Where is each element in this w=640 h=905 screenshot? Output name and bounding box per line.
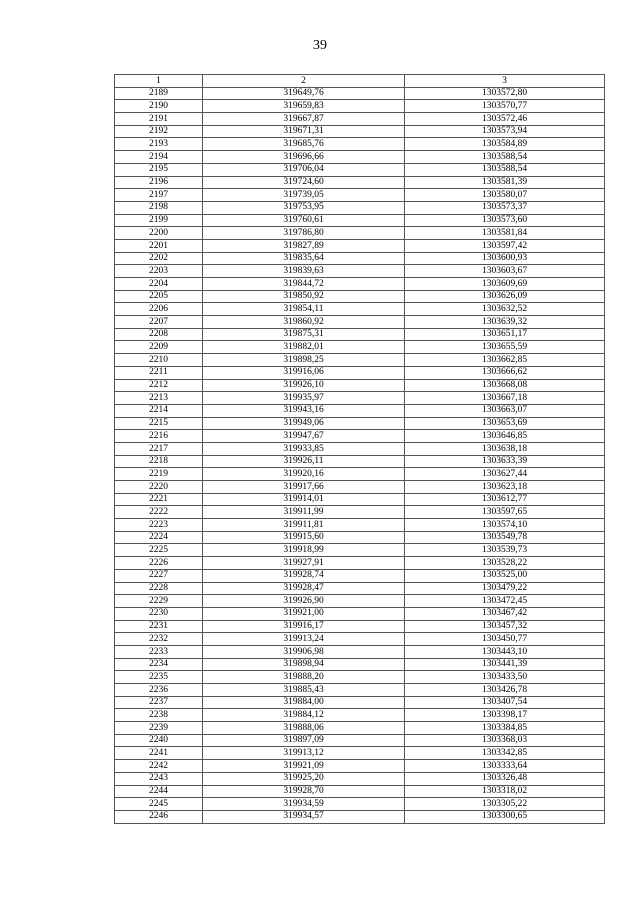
point-number-cell: 2189 xyxy=(115,87,203,100)
x-coordinate-cell: 319926,11 xyxy=(203,455,405,468)
table-row xyxy=(115,151,605,164)
y-coordinate-cell: 1303653,69 xyxy=(405,417,605,430)
point-number-cell: 2237 xyxy=(115,696,203,709)
x-coordinate-cell: 319884,00 xyxy=(203,696,405,709)
table-row xyxy=(115,239,605,252)
x-coordinate-cell: 319928,70 xyxy=(203,785,405,798)
x-coordinate-cell: 319888,06 xyxy=(203,722,405,735)
point-number-cell: 2213 xyxy=(115,392,203,405)
point-number-cell: 2227 xyxy=(115,569,203,582)
x-coordinate-cell: 319926,90 xyxy=(203,595,405,608)
point-number-cell: 2203 xyxy=(115,265,203,278)
table-row xyxy=(115,252,605,265)
table-row xyxy=(115,772,605,785)
x-coordinate-cell: 319659,83 xyxy=(203,100,405,113)
point-number-cell: 2205 xyxy=(115,290,203,303)
y-coordinate-cell: 1303457,32 xyxy=(405,620,605,633)
point-number-cell: 2225 xyxy=(115,544,203,557)
table-row xyxy=(115,455,605,468)
point-number-cell: 2224 xyxy=(115,531,203,544)
table-header-row xyxy=(115,75,605,88)
x-coordinate-cell: 319949,06 xyxy=(203,417,405,430)
point-number-cell: 2246 xyxy=(115,810,203,823)
y-coordinate-cell: 1303623,18 xyxy=(405,481,605,494)
x-coordinate-cell: 319921,09 xyxy=(203,760,405,773)
table-row xyxy=(115,113,605,126)
y-coordinate-cell: 1303609,69 xyxy=(405,278,605,291)
x-coordinate-cell: 319928,74 xyxy=(203,569,405,582)
y-coordinate-cell: 1303441,39 xyxy=(405,658,605,671)
y-coordinate-cell: 1303326,48 xyxy=(405,772,605,785)
column-header-3: 3 xyxy=(405,75,605,88)
x-coordinate-cell: 319915,60 xyxy=(203,531,405,544)
x-coordinate-cell: 319947,67 xyxy=(203,430,405,443)
table-row xyxy=(115,671,605,684)
point-number-cell: 2219 xyxy=(115,468,203,481)
table-row xyxy=(115,354,605,367)
y-coordinate-cell: 1303574,10 xyxy=(405,519,605,532)
point-number-cell: 2202 xyxy=(115,252,203,265)
y-coordinate-cell: 1303597,42 xyxy=(405,239,605,252)
y-coordinate-cell: 1303549,78 xyxy=(405,531,605,544)
table-body xyxy=(115,87,605,823)
table-row xyxy=(115,366,605,379)
table-row xyxy=(115,442,605,455)
table-row xyxy=(115,620,605,633)
y-coordinate-cell: 1303612,77 xyxy=(405,493,605,506)
y-coordinate-cell: 1303655,59 xyxy=(405,341,605,354)
y-coordinate-cell: 1303646,85 xyxy=(405,430,605,443)
x-coordinate-cell: 319844,72 xyxy=(203,278,405,291)
table-row xyxy=(115,468,605,481)
x-coordinate-cell: 319911,81 xyxy=(203,519,405,532)
table-row xyxy=(115,760,605,773)
y-coordinate-cell: 1303398,17 xyxy=(405,709,605,722)
table-row xyxy=(115,709,605,722)
table-row xyxy=(115,544,605,557)
x-coordinate-cell: 319875,31 xyxy=(203,328,405,341)
point-number-cell: 2196 xyxy=(115,176,203,189)
x-coordinate-cell: 319786,80 xyxy=(203,227,405,240)
point-number-cell: 2236 xyxy=(115,684,203,697)
y-coordinate-cell: 1303597,65 xyxy=(405,506,605,519)
x-coordinate-cell: 319706,04 xyxy=(203,163,405,176)
x-coordinate-cell: 319739,05 xyxy=(203,189,405,202)
y-coordinate-cell: 1303633,39 xyxy=(405,455,605,468)
table-row xyxy=(115,392,605,405)
point-number-cell: 2241 xyxy=(115,747,203,760)
point-number-cell: 2206 xyxy=(115,303,203,316)
table-row xyxy=(115,696,605,709)
x-coordinate-cell: 319906,98 xyxy=(203,645,405,658)
x-coordinate-cell: 319885,43 xyxy=(203,684,405,697)
table-row xyxy=(115,404,605,417)
table-row xyxy=(115,684,605,697)
y-coordinate-cell: 1303572,46 xyxy=(405,113,605,126)
table-row xyxy=(115,481,605,494)
page-number: 39 xyxy=(313,38,327,53)
x-coordinate-cell: 319911,99 xyxy=(203,506,405,519)
x-coordinate-cell: 319914,01 xyxy=(203,493,405,506)
table-row xyxy=(115,569,605,582)
x-coordinate-cell: 319898,25 xyxy=(203,354,405,367)
x-coordinate-cell: 319884,12 xyxy=(203,709,405,722)
point-number-cell: 2194 xyxy=(115,151,203,164)
y-coordinate-cell: 1303333,64 xyxy=(405,760,605,773)
x-coordinate-cell: 319916,17 xyxy=(203,620,405,633)
y-coordinate-cell: 1303528,22 xyxy=(405,557,605,570)
table-row xyxy=(115,506,605,519)
point-number-cell: 2242 xyxy=(115,760,203,773)
table-row xyxy=(115,227,605,240)
point-number-cell: 2244 xyxy=(115,785,203,798)
point-number-cell: 2191 xyxy=(115,113,203,126)
x-coordinate-cell: 319897,09 xyxy=(203,734,405,747)
table-row xyxy=(115,531,605,544)
point-number-cell: 2212 xyxy=(115,379,203,392)
point-number-cell: 2232 xyxy=(115,633,203,646)
y-coordinate-cell: 1303570,77 xyxy=(405,100,605,113)
x-coordinate-cell: 319925,20 xyxy=(203,772,405,785)
point-number-cell: 2235 xyxy=(115,671,203,684)
x-coordinate-cell: 319860,92 xyxy=(203,316,405,329)
table-row xyxy=(115,645,605,658)
column-header-2: 2 xyxy=(203,75,405,88)
x-coordinate-cell: 319827,89 xyxy=(203,239,405,252)
x-coordinate-cell: 319696,66 xyxy=(203,151,405,164)
y-coordinate-cell: 1303667,18 xyxy=(405,392,605,405)
point-number-cell: 2207 xyxy=(115,316,203,329)
x-coordinate-cell: 319649,76 xyxy=(203,87,405,100)
x-coordinate-cell: 319927,91 xyxy=(203,557,405,570)
x-coordinate-cell: 319928,47 xyxy=(203,582,405,595)
table-row xyxy=(115,201,605,214)
x-coordinate-cell: 319888,20 xyxy=(203,671,405,684)
y-coordinate-cell: 1303525,00 xyxy=(405,569,605,582)
x-coordinate-cell: 319724,60 xyxy=(203,176,405,189)
table-row xyxy=(115,328,605,341)
point-number-cell: 2193 xyxy=(115,138,203,151)
y-coordinate-cell: 1303626,09 xyxy=(405,290,605,303)
table-row xyxy=(115,138,605,151)
table-row xyxy=(115,734,605,747)
table-row xyxy=(115,214,605,227)
point-number-cell: 2233 xyxy=(115,645,203,658)
y-coordinate-cell: 1303638,18 xyxy=(405,442,605,455)
point-number-cell: 2223 xyxy=(115,519,203,532)
y-coordinate-cell: 1303662,85 xyxy=(405,354,605,367)
x-coordinate-cell: 319933,85 xyxy=(203,442,405,455)
table-row xyxy=(115,379,605,392)
y-coordinate-cell: 1303368,03 xyxy=(405,734,605,747)
y-coordinate-cell: 1303588,54 xyxy=(405,151,605,164)
point-number-cell: 2208 xyxy=(115,328,203,341)
table-row xyxy=(115,265,605,278)
point-number-cell: 2199 xyxy=(115,214,203,227)
point-number-cell: 2195 xyxy=(115,163,203,176)
y-coordinate-cell: 1303539,73 xyxy=(405,544,605,557)
table-row xyxy=(115,417,605,430)
point-number-cell: 2210 xyxy=(115,354,203,367)
point-number-cell: 2240 xyxy=(115,734,203,747)
point-number-cell: 2218 xyxy=(115,455,203,468)
x-coordinate-cell: 319917,66 xyxy=(203,481,405,494)
table-row xyxy=(115,303,605,316)
x-coordinate-cell: 319913,12 xyxy=(203,747,405,760)
y-coordinate-cell: 1303450,77 xyxy=(405,633,605,646)
x-coordinate-cell: 319850,92 xyxy=(203,290,405,303)
x-coordinate-cell: 319685,76 xyxy=(203,138,405,151)
y-coordinate-cell: 1303472,45 xyxy=(405,595,605,608)
x-coordinate-cell: 319934,57 xyxy=(203,810,405,823)
x-coordinate-cell: 319667,87 xyxy=(203,113,405,126)
point-number-cell: 2204 xyxy=(115,278,203,291)
table-row xyxy=(115,582,605,595)
y-coordinate-cell: 1303300,65 xyxy=(405,810,605,823)
table-row xyxy=(115,125,605,138)
y-coordinate-cell: 1303668,08 xyxy=(405,379,605,392)
table-row xyxy=(115,607,605,620)
point-number-cell: 2239 xyxy=(115,722,203,735)
y-coordinate-cell: 1303305,22 xyxy=(405,798,605,811)
y-coordinate-cell: 1303581,39 xyxy=(405,176,605,189)
point-number-cell: 2243 xyxy=(115,772,203,785)
y-coordinate-cell: 1303651,17 xyxy=(405,328,605,341)
table-row xyxy=(115,785,605,798)
x-coordinate-cell: 319898,94 xyxy=(203,658,405,671)
table-row xyxy=(115,100,605,113)
table-row xyxy=(115,633,605,646)
y-coordinate-cell: 1303479,22 xyxy=(405,582,605,595)
x-coordinate-cell: 319926,10 xyxy=(203,379,405,392)
y-coordinate-cell: 1303584,89 xyxy=(405,138,605,151)
point-number-cell: 2217 xyxy=(115,442,203,455)
table-row xyxy=(115,493,605,506)
table-row xyxy=(115,658,605,671)
x-coordinate-cell: 319835,64 xyxy=(203,252,405,265)
x-coordinate-cell: 319921,00 xyxy=(203,607,405,620)
y-coordinate-cell: 1303581,84 xyxy=(405,227,605,240)
point-number-cell: 2197 xyxy=(115,189,203,202)
table-row xyxy=(115,722,605,735)
y-coordinate-cell: 1303572,80 xyxy=(405,87,605,100)
x-coordinate-cell: 319918,99 xyxy=(203,544,405,557)
y-coordinate-cell: 1303467,42 xyxy=(405,607,605,620)
y-coordinate-cell: 1303600,93 xyxy=(405,252,605,265)
y-coordinate-cell: 1303666,62 xyxy=(405,366,605,379)
point-number-cell: 2234 xyxy=(115,658,203,671)
table-row xyxy=(115,290,605,303)
point-number-cell: 2209 xyxy=(115,341,203,354)
table-row xyxy=(115,189,605,202)
y-coordinate-cell: 1303580,07 xyxy=(405,189,605,202)
point-number-cell: 2201 xyxy=(115,239,203,252)
table-row xyxy=(115,810,605,823)
point-number-cell: 2215 xyxy=(115,417,203,430)
x-coordinate-cell: 319760,61 xyxy=(203,214,405,227)
y-coordinate-cell: 1303627,44 xyxy=(405,468,605,481)
coordinates-table xyxy=(114,74,605,824)
point-number-cell: 2226 xyxy=(115,557,203,570)
point-number-cell: 2231 xyxy=(115,620,203,633)
x-coordinate-cell: 319854,11 xyxy=(203,303,405,316)
y-coordinate-cell: 1303603,67 xyxy=(405,265,605,278)
point-number-cell: 2245 xyxy=(115,798,203,811)
y-coordinate-cell: 1303663,07 xyxy=(405,404,605,417)
table-row xyxy=(115,430,605,443)
x-coordinate-cell: 319934,59 xyxy=(203,798,405,811)
point-number-cell: 2222 xyxy=(115,506,203,519)
x-coordinate-cell: 319943,16 xyxy=(203,404,405,417)
x-coordinate-cell: 319882,01 xyxy=(203,341,405,354)
y-coordinate-cell: 1303443,10 xyxy=(405,645,605,658)
table-row xyxy=(115,163,605,176)
table-row xyxy=(115,176,605,189)
x-coordinate-cell: 319920,16 xyxy=(203,468,405,481)
point-number-cell: 2228 xyxy=(115,582,203,595)
table-row xyxy=(115,87,605,100)
y-coordinate-cell: 1303573,94 xyxy=(405,125,605,138)
point-number-cell: 2230 xyxy=(115,607,203,620)
point-number-cell: 2192 xyxy=(115,125,203,138)
table-row xyxy=(115,316,605,329)
y-coordinate-cell: 1303426,78 xyxy=(405,684,605,697)
x-coordinate-cell: 319916,06 xyxy=(203,366,405,379)
x-coordinate-cell: 319913,24 xyxy=(203,633,405,646)
point-number-cell: 2216 xyxy=(115,430,203,443)
y-coordinate-cell: 1303632,52 xyxy=(405,303,605,316)
x-coordinate-cell: 319671,31 xyxy=(203,125,405,138)
column-header-1: 1 xyxy=(115,75,203,88)
y-coordinate-cell: 1303384,85 xyxy=(405,722,605,735)
point-number-cell: 2220 xyxy=(115,481,203,494)
x-coordinate-cell: 319935,97 xyxy=(203,392,405,405)
point-number-cell: 2229 xyxy=(115,595,203,608)
y-coordinate-cell: 1303573,60 xyxy=(405,214,605,227)
table-row xyxy=(115,519,605,532)
point-number-cell: 2200 xyxy=(115,227,203,240)
table-row xyxy=(115,595,605,608)
point-number-cell: 2214 xyxy=(115,404,203,417)
table-row xyxy=(115,747,605,760)
y-coordinate-cell: 1303407,54 xyxy=(405,696,605,709)
table-row xyxy=(115,341,605,354)
table-row xyxy=(115,278,605,291)
y-coordinate-cell: 1303588,54 xyxy=(405,163,605,176)
point-number-cell: 2238 xyxy=(115,709,203,722)
y-coordinate-cell: 1303433,50 xyxy=(405,671,605,684)
x-coordinate-cell: 319839,63 xyxy=(203,265,405,278)
y-coordinate-cell: 1303639,32 xyxy=(405,316,605,329)
point-number-cell: 2190 xyxy=(115,100,203,113)
point-number-cell: 2211 xyxy=(115,366,203,379)
y-coordinate-cell: 1303318,02 xyxy=(405,785,605,798)
y-coordinate-cell: 1303342,85 xyxy=(405,747,605,760)
y-coordinate-cell: 1303573,37 xyxy=(405,201,605,214)
table-row xyxy=(115,557,605,570)
point-number-cell: 2198 xyxy=(115,201,203,214)
x-coordinate-cell: 319753,95 xyxy=(203,201,405,214)
point-number-cell: 2221 xyxy=(115,493,203,506)
table-row xyxy=(115,798,605,811)
